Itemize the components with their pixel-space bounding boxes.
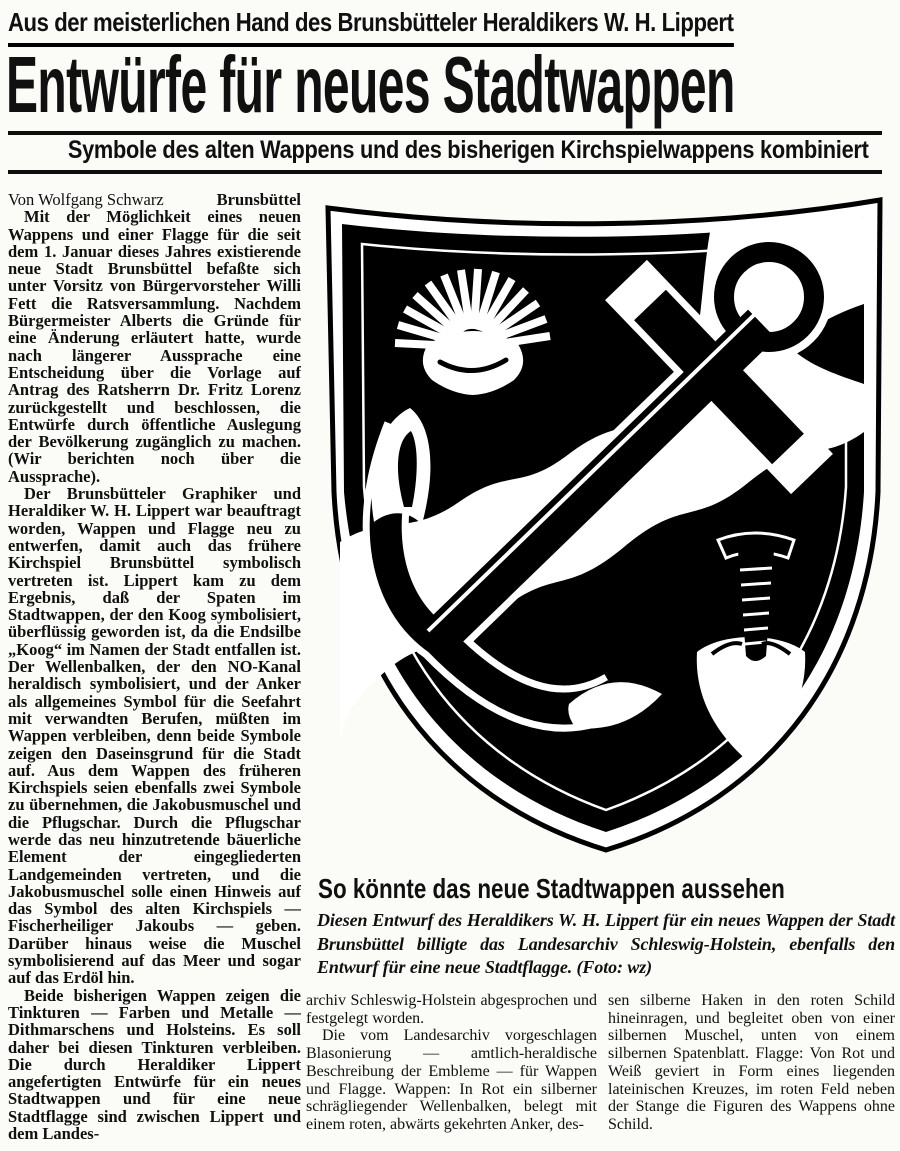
body-paragraph: Der Brunsbütteler Graphiker und Heraldiker W. H. Lippert war beauftragt worden, Wappen und Flagge neu zu entwerfen, damit auch das frühere Kirchspiel Brunsbüttel symbolisch vertreten ist. Lippert kam zu dem Ergebnis, daß der Spaten im Stadtwappen, der den Koog symbolisiert, überflüssig geworden ist, da die Endsilbe „Koog“ im Namen der Stadt entfallen ist. Der Wellenbalken, der den NO-Kanal heraldisch symbolisiert, und der Anker als allgemeines Symbol für die Seefahrt mit verwandten Berufen, müßten im Wappen verbleiben, denn beide Symbole zeigen den Daseinsgrund für die Stadt auf. Aus dem Wappen des früheren Kirchspiels seien ebenfalls zwei Symbole zu übernehmen, die Jakobusmuschel und die Pflugschar. Durch die Pflugschar werde das neu hinzutretende bäuerliche Element der eingegliederten Landgemeinden vertreten, und die Jakobusmuschel solle einen Hinweis auf das Symbol des alten Kirchspiels — Fischerheiliger Jakoubs — geben. Darüber hinaus weise die Muschel symbolisierend auf das Meer und sogar auf das Erdöl hin. <box>8 484 301 988</box>
body-column-left <box>8 191 301 1149</box>
body-paragraph: sen silberne Haken in den roten Schild hineinragen, und begleitet oben von einer silbernen Muschel, unten von einem silbernen Spatenblatt. Flagge: Von Rot und Weiß geviert in Form eines liegenden lateinischen Kreuzes, im roten Feld neben der Stange die Figuren des Wappens ohne Schild. <box>608 992 895 1133</box>
dateline: Brunsbüttel <box>216 191 301 209</box>
subhead-row <box>8 137 882 165</box>
horizontal-rule <box>8 131 882 135</box>
body-column-right <box>608 992 895 1151</box>
body-paragraph: archiv Schleswig-Holstein abgesprochen und festgelegt worden. <box>306 992 597 1027</box>
body-paragraphs <box>8 208 301 1142</box>
caption-title: So könnte das neue Stadtwappen aussehen <box>318 873 785 904</box>
body-paragraph: Mit der Möglichkeit eines neuen Wappens und einer Flagge für die seit dem 1. Januar dieses Jahres existierende neue Stadt Brunsbüttel befaßte sich unter Vorsitz von Bürgervorsteher Willi Fett die Ratsversammlung. Nachdem Bürgermeister Alberts die Gründe für eine Änderung erläutert hatte, wurde nach längerer Aussprache eine Entscheidung über die Vorlage auf Antrag des Ratsherrn Dr. Fritz Lorenz zurückgestellt und beschlossen, die Entwürfe durch öffentliche Auslegung der Bevölkerung zugänglich zu machen. (Wir berichten noch über die Aussprache). <box>8 207 301 486</box>
coat-of-arms-image <box>314 190 894 866</box>
main-headline: Entwürfe für neues Stadtwappen <box>6 40 735 129</box>
caption-text: Diesen Entwurf des Heraldikers W. H. Lippert für ein neues Wappen der Stadt Brunsbüttel billigte das Landesarchiv Schleswig-Holstein, ebenfalls den Entwurf für eine neue Stadtflagge. (Foto: wz) <box>317 910 895 977</box>
body-paragraph: Die vom Landesarchiv vorgeschlagen Blasonierung — amtlich-heraldische Beschreibung der Embleme — für Wappen und Flagge. Wappen: In Rot ein silberner schrägliegender Wellenbalken, belegt mit einem roten, abwärts gekehrten Anker, des- <box>306 1027 597 1133</box>
body-paragraph: Beide bisherigen Wappen zeigen die Tinkturen — Farben und Metalle — Dithmarschens und Holsteins. Es soll daher bei diesen Tinkturen verbleiben. Die durch Heraldiker Lippert angefertigten Entwürfe für ein neues Stadtwappen und für eine neue Stadtflagge sind zwischen Lippert und dem Landes- <box>8 985 301 1144</box>
sub-headline: Symbole des alten Wappens und des bisherigen Kirchspielwappens kombiniert <box>67 136 869 164</box>
coat-of-arms-drawing <box>314 190 894 866</box>
horizontal-rule <box>8 170 882 174</box>
byline-row <box>8 191 301 208</box>
body-column-middle <box>306 992 597 1151</box>
byline: Von Wolfgang Schwarz <box>8 191 164 209</box>
kicker-headline: Aus der meisterlichen Hand des Brunsbütteler Heraldikers W. H. Lippert <box>8 8 734 47</box>
